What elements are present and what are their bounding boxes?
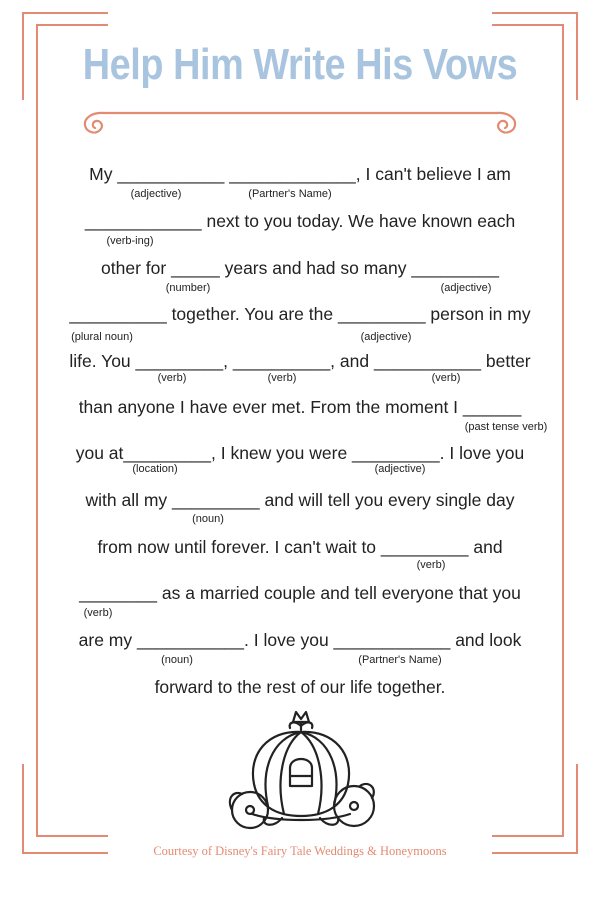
verse-line: forward to the rest of our life together. bbox=[154, 677, 446, 697]
frame-right-bottom bbox=[576, 764, 578, 854]
page-title: Help Him Write His Vows bbox=[82, 40, 518, 89]
verse-line: from now until forever. I can't wait to _________ and bbox=[97, 537, 503, 557]
scroll-divider-icon bbox=[82, 110, 518, 140]
blank-hint: (location) bbox=[132, 463, 178, 475]
blank-hint: (verb) bbox=[157, 372, 187, 384]
verse-line: ____________ next to you today. We have known each bbox=[84, 211, 516, 231]
verse-line: than anyone I have ever met. From the moment I ______ bbox=[78, 397, 522, 417]
blank-hint: (verb) bbox=[83, 607, 113, 619]
verse-line: __________ together. You are the _________ person in my bbox=[69, 304, 531, 324]
frame-left-top bbox=[22, 12, 24, 100]
verse-line: are my ___________. I love you ____________ and look bbox=[78, 630, 522, 650]
blank-hint: (adjective) bbox=[360, 331, 412, 343]
frame-top-right bbox=[492, 12, 578, 14]
blank-hint: (adjective) bbox=[130, 188, 182, 200]
verse-line: ________ as a married couple and tell everyone that you bbox=[79, 583, 521, 603]
frame-inner-top-left bbox=[36, 24, 108, 26]
blank-hint: (Partner's Name) bbox=[358, 654, 442, 666]
blank-hint: (verb) bbox=[416, 559, 446, 571]
verse-line: you at_________, I knew you were _________. I love you bbox=[75, 443, 525, 463]
blank-hint: (adjective) bbox=[374, 463, 426, 475]
frame-inner-bottom-right bbox=[492, 835, 564, 837]
blank-hint: (verb-ing) bbox=[106, 235, 154, 247]
frame-top-left bbox=[22, 12, 108, 14]
blank-hint: (plural noun) bbox=[71, 331, 133, 343]
blank-hint: (noun) bbox=[192, 513, 224, 525]
blank-hint: (Partner's Name) bbox=[248, 188, 332, 200]
frame-right-top bbox=[576, 12, 578, 100]
blank-hint: (verb) bbox=[267, 372, 297, 384]
credit-line: Courtesy of Disney's Fairy Tale Weddings & Honeymoons bbox=[153, 844, 447, 858]
blank-hint: (adjective) bbox=[440, 282, 492, 294]
blank-hint: (noun) bbox=[161, 654, 193, 666]
verse-line: life. You _________, __________, and ___________ better bbox=[69, 351, 531, 371]
frame-left-bottom bbox=[22, 764, 24, 854]
verse-line: My ___________ _____________, I can't believe I am bbox=[89, 164, 511, 184]
frame-inner-bottom-left bbox=[36, 835, 108, 837]
verse-line: other for _____ years and had so many _________ bbox=[101, 258, 499, 278]
pumpkin-carriage-icon bbox=[222, 706, 380, 834]
blank-hint: (verb) bbox=[431, 372, 461, 384]
frame-inner-right bbox=[562, 24, 564, 836]
frame-inner-top-right bbox=[492, 24, 564, 26]
blank-hint: (number) bbox=[165, 282, 211, 294]
blank-hint: (past tense verb) bbox=[464, 421, 548, 433]
verse-line: with all my _________ and will tell you every single day bbox=[85, 490, 515, 510]
frame-inner-left bbox=[36, 24, 38, 836]
